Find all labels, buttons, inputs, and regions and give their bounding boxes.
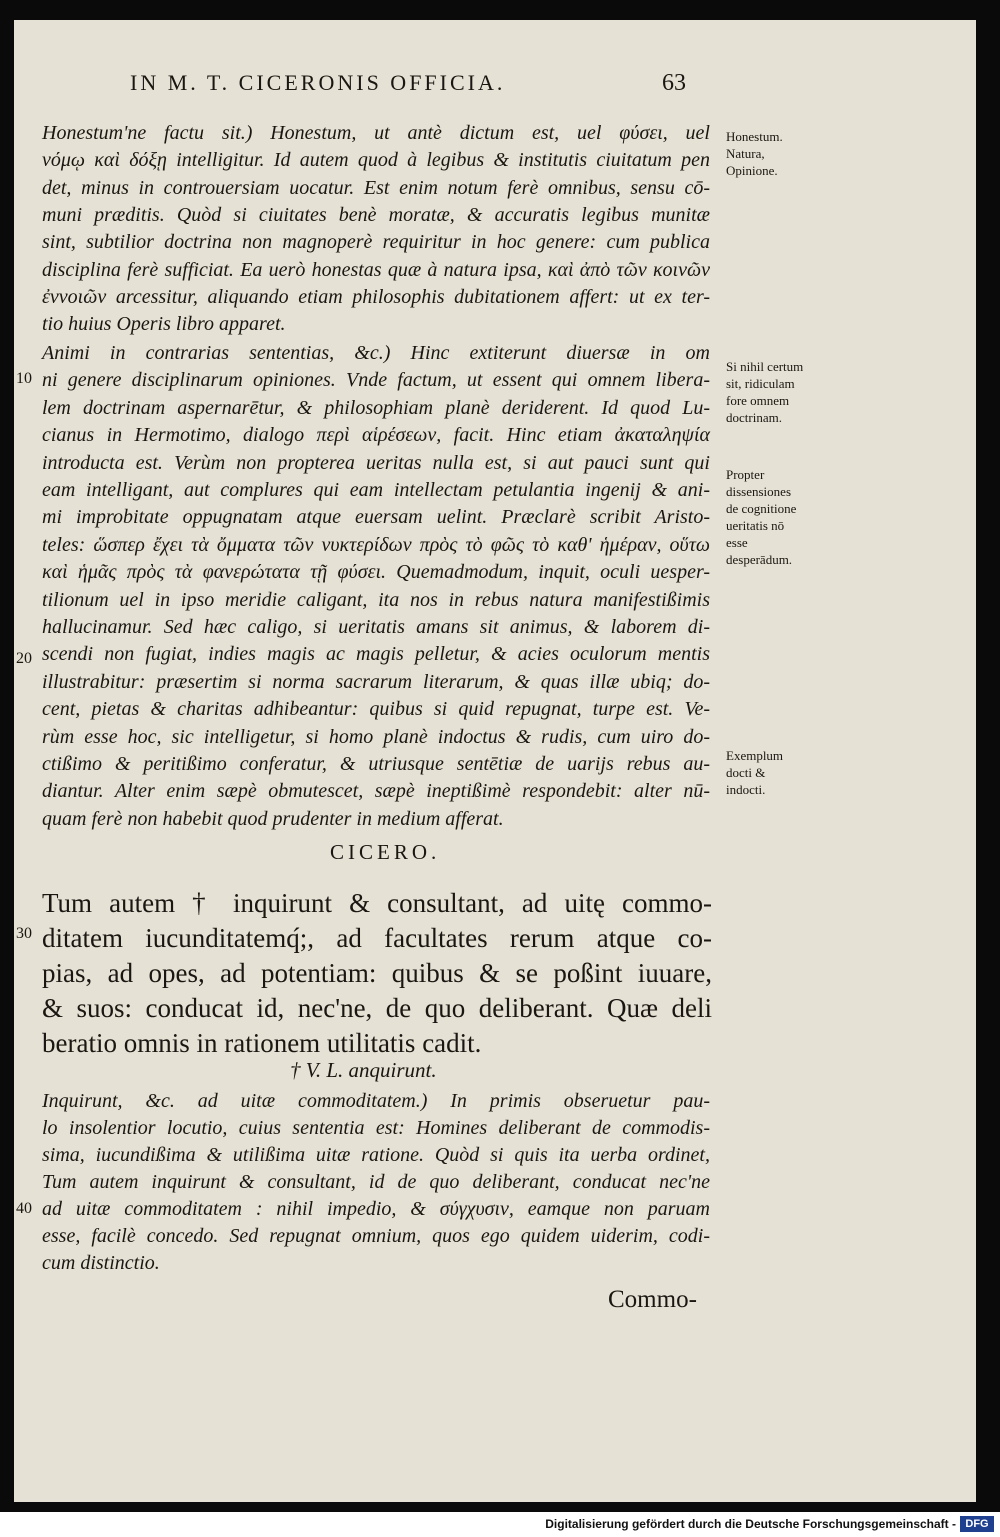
text-line: rùm esse hoc, sic intelligetur, si homo planè indoctus & rudis, cum uiro do- [42,725,710,748]
text-line: ctißimo & peritißimo conferatur, & utriusque sentētiæ de uarijs rebus au- [42,753,710,775]
text-line: Honestum'ne factu sit.) Honestum, ut antè dictum est, uel φύσει, uel [42,122,710,144]
text-line: sima, iucundißima & utilißima uitæ ratione. Quòd si quis ita uerba ordinet, [42,1144,710,1166]
text-line: ἐννοιῶν arcessitur, aliquando etiam philosophis dubitationem affert: ut ex ter- [42,285,710,308]
dfg-logo: DFG [960,1516,994,1532]
footer-bar [0,1512,1000,1537]
page-number: 63 [662,70,686,96]
margin-note: Honestum. Natura, Opinione. [726,129,783,178]
text-line: Inquirunt, &c. ad uitæ commoditatem.) In primis obseruetur pau- [42,1090,710,1112]
text-line: cianus in Hermotimo, dialogo περὶ αἱρέσεων, facit. Hinc etiam ἀκαταληψία [42,424,710,447]
text-line: beratio omnis in rationem utilitatis cadit. [42,1028,482,1058]
text-line: tilionum uel in ipso meridie caligant, ita nos in rebus natura manifestißimis [42,588,710,611]
text-line: muni præditis. Quòd si ciuitates benè moratæ, & accuratis legibus munitæ [42,203,710,226]
text-line: introducta est. Verùm non propterea ueritas nulla est, si aut pauci sunt qui [42,451,710,474]
line-number: 30 [16,925,32,942]
header-title: IN M. T. CICERONIS OFFICIA. [130,70,506,95]
variant-reading-footnote: † V. L. anquirunt. [290,1058,437,1082]
text-line: lem doctrinam aspernarētur, & philosophiam planè deriderent. Id quod Lu- [42,396,710,419]
funding-credit: Digitalisierung gefördert durch die Deutsche Forschungsgemeinschaft - [545,1517,956,1531]
text-line: esse, facilè concedo. Sed repugnat omnium, quos ego quidem uiderim, codi- [42,1225,710,1247]
text-line: teles: ὥσπερ ἔχει τὰ ὄμματα τῶν νυκτερίδων πρὸς τὸ φῶς τὸ καθ' ἡμέραν, οὕτω [42,533,710,556]
text-line: hallucinamur. Sed hæc caligo, si ueritatis amans sit animus, & laborem di- [42,616,710,638]
text-line: ditatem iucunditatemq́;, ad facultates rerum atque co- [42,923,712,953]
text-line: quam ferè non habebit quod prudenter in medium afferat. [42,807,504,830]
text-line: lo insolentior locutio, cuius sententia est: Homines deliberant de commodis- [42,1117,710,1139]
text-line: disciplina ferè sufficiat. Ea uerò honestas quæ à natura ipsa, καὶ ἀπὸ τῶν κοινῶν [42,258,710,281]
running-header [130,70,710,96]
catchword: Commo- [608,1286,697,1313]
text-line: scendi non fugiat, indies magis ac magis pelletur, & acies oculorum mentis [42,643,710,666]
text-line: καὶ ἡμᾶς πρὸς τὰ φανερώτατα τῇ φύσει. Quemadmodum, inquit, oculi uesper- [42,561,710,584]
text-line: illustrabitur: præsertim si norma sacrarum literarum, & quas illæ ubiq; do- [42,670,710,693]
text-line: cum distinctio. [42,1252,160,1274]
text-line: νόμῳ καὶ δόξῃ intelligitur. Id autem quod à legibus & institutis ciuitatum pen [42,149,710,172]
text-line: diantur. Alter enim sæpè obmutescet, sæpè ineptißimè respondebit: alter nū- [42,780,710,803]
text-line: sint, subtilior doctrina non magnoperè requiritur in hoc genere: cum publica [42,231,710,254]
margin-note: Exemplum docti & indocti. [726,748,784,797]
section-heading-cicero: CICERO. [330,840,441,864]
text-line: Animi in contrarias sententias, &c.) Hinc extiterunt diuersæ in om [42,342,710,364]
text-line: pias, ad opes, ad potentiam: quibus & se poßint iuuare, [42,958,712,988]
line-number: 20 [16,650,32,667]
text-line: Tum autem † inquirunt & consultant, ad uitę commo- [42,888,712,918]
line-number: 40 [16,1200,32,1217]
text-line: ni genere disciplinarum opiniones. Vnde factum, ut essent qui omnem libera- [42,369,710,392]
text-line: cent, pietas & charitas adhibeantur: quibus si quid repugnat, turpe est. Ve- [42,698,710,721]
margin-note: Si nihil certum sit, ridiculam fore omnem doctrinam. [726,359,804,425]
margin-note: Propter dissensiones de cognitione ueritatis nō esse desperādum. [726,467,797,567]
line-number: 10 [16,370,32,387]
text-line: mi improbitate oppugnatam atque euersam uelint. Præclarè scribit Aristo- [42,506,710,529]
text-line: eam intelligant, aut complures qui eam intellectam petulantia ingenij & ani- [42,479,710,501]
text-line: & suos: conducat id, nec'ne, de quo deliberant. Quæ deli [42,993,712,1023]
text-line: Tum autem inquirunt & consultant, id de quo deliberant, conducat nec'ne [42,1171,710,1193]
text-line: det, minus in controuersiam uocatur. Est enim notum ferè omnibus, sensu cō- [42,176,710,199]
text-line: ad uitæ commoditatem : nihil impedio, & σύγχυσιν, eamque non paruam [42,1198,710,1220]
text-line: tio huius Operis libro apparet. [42,313,286,336]
